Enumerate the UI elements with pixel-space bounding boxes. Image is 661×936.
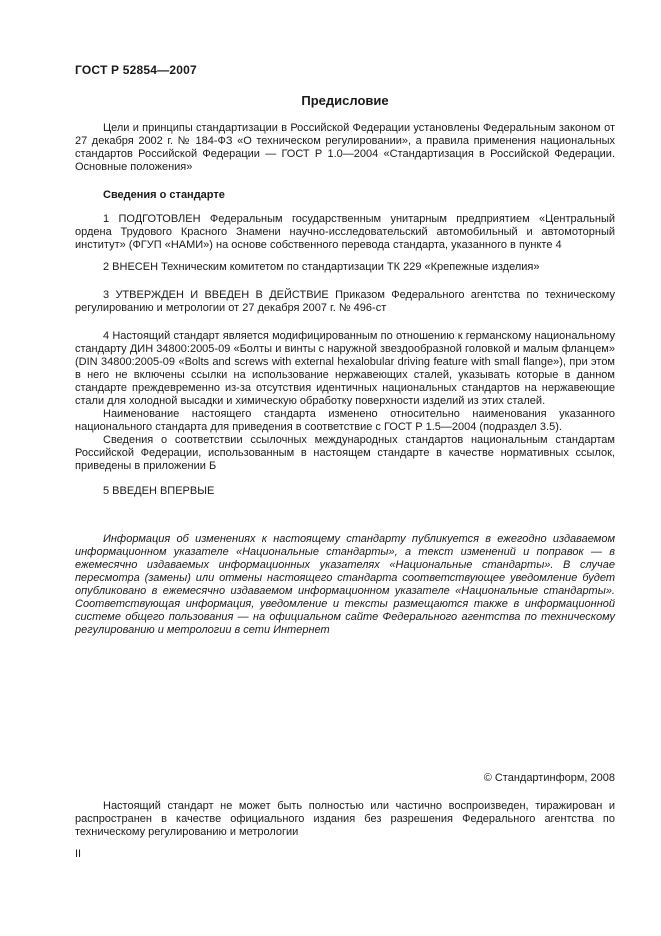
publication-note: Информация об изменениях к настоящему стандарту публикуется в ежегодно издаваемом информационном указателе «Национальные стандарты», а текст изменений и поправок — в ежемесячно издаваемых информационных указателях «Национальные стандарты». В случае пересмотра (замены) или отмены настоящего стандарта соответствующее уведомление будет опубликовано в ежемесячно издаваемом информационном указателе «Национальные стандарты». Соответствующая информация, уведомление и тексты размещаются также в информационной системе общего пользования — на официальном сайте Федерального агентства по техническому регулированию и метрологии в сети Интернет	[75, 533, 615, 636]
clause-first-introduced: 5 ВВЕДЕН ВПЕРВЫЕ	[103, 485, 215, 497]
clause-name-change-note: Наименование настоящего стандарта изменено относительно наименования указанного национального стандарта для приведения в соответствие с ГОСТ Р 1.5—2004 (подраздел 3.5).	[75, 408, 615, 433]
clause-reference-note: Сведения о соответствии ссылочных международных стандартов национальным стандартам Российской Федерации, использованным в настоящем стандарте в качестве нормативных ссылок, приведены в приложении Б	[75, 434, 615, 472]
clause-prepared: 1 ПОДГОТОВЛЕН Федеральным государственным унитарным предприятием «Центральный ордена Трудового Красного Знамени научно-исследовательский автомобильный и автомоторный институт» (ФГУП «НАМИ») на основе собственного перевода стандарта, указанного в пункте 4	[75, 213, 615, 251]
distribution-notice: Настоящий стандарт не может быть полностью или частично воспроизведен, тиражирован и распространен в качестве официального издания без разрешения Федерального агентства по техническому регулированию и метрологии	[75, 800, 615, 838]
clause-submitted: 2 ВНЕСЕН Техническим комитетом по стандартизации ТК 229 «Крепежные изделия»	[103, 261, 540, 273]
clause-approved: 3 УТВЕРЖДЕН И ВВЕДЕН В ДЕЙСТВИЕ Приказом Федерального агентства по техническому регулированию и метрологии от 27 декабря 2007 г. № 496-ст	[75, 289, 615, 314]
copyright-line: © Стандартинформ, 2008	[483, 772, 615, 784]
standard-designation: ГОСТ Р 52854—2007	[75, 63, 197, 77]
page-number: II	[75, 848, 82, 860]
standard-info-heading: Сведения о стандарте	[103, 189, 225, 201]
page-title: Предисловие	[301, 93, 389, 108]
clause-modified-standard: 4 Настоящий стандарт является модифицированным по отношению к германскому национальному стандарту ДИН 34800:2005-09 «Болты и винты с наружной звездообразной головкой и малым фланцем» (DIN 34800:2005-09 «Bolts and screws with external hexalobular driving feature with small flange»), при этом в него не включены ссылки на использование нержавеющих сталей, указывать которые в данном стандарте преждевременно из-за отсутствия идентичных национальных стандартов на нержавеющие стали для холодной высадки и химическую обработку поверхности изделий из этих сталей.	[75, 330, 615, 407]
intro-paragraph: Цели и принципы стандартизации в Российской Федерации установлены Федеральным законом от 27 декабря 2002 г. № 184-ФЗ «О техническом регулировании», а правила применения национальных стандартов Российской Федерации — ГОСТ Р 1.0—2004 «Стандартизация в Российской Федерации. Основные положения»	[75, 122, 615, 173]
